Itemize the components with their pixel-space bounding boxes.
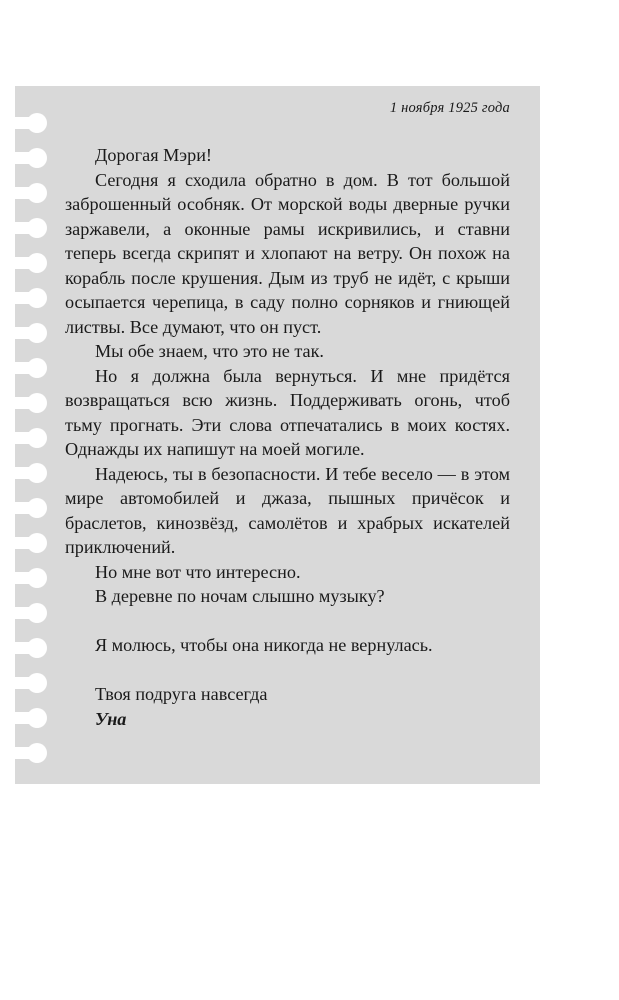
letter-date: 1 ноября 1925 года [389, 100, 510, 116]
letter-paragraph: Но я должна была вернуться. И мне придётся возвращаться всю жизнь. Поддерживать огонь, чтоб тьму прогнать. Эти слова отпечатались в моих костях. Однажды их напишут на моей могиле. [65, 365, 510, 459]
binding-hole-icon [27, 603, 47, 623]
letter-body [65, 143, 510, 731]
binding-hole-icon [27, 743, 47, 763]
letter-paragraph: Сегодня я сходила обратно в дом. В тот большой заброшенный особняк. От морской воды дверные ручки заржавели, а оконные рамы искривились, и ставни теперь всегда скрипят и хлопают на ветру. Он похож на корабль после крушения. Дым из труб не идёт, с крыши осыпается черепица, в саду полно сорняков и гниющей листвы. Все думают, что он пуст. [65, 169, 510, 337]
letter-paragraph: Мы обе знаем, что это не так. [95, 341, 324, 361]
binding-hole-icon [27, 638, 47, 658]
binding-hole-icon [27, 428, 47, 448]
binding-hole-icon [27, 183, 47, 203]
binding-hole-icon [27, 568, 47, 588]
spiral-holes [15, 86, 55, 784]
letter-paragraph: Надеюсь, ты в безопасности. И тебе весело — в этом мире автомобилей и джаза, пышных причёсок и браслетов, кинозвёзд, самолётов и храбрых искателей приключений. [65, 463, 510, 557]
letter-greeting: Дорогая Мэри! [95, 145, 212, 165]
binding-hole-icon [27, 358, 47, 378]
binding-hole-icon [27, 708, 47, 728]
binding-hole-icon [27, 673, 47, 693]
binding-hole-icon [27, 498, 47, 518]
letter-closing: Твоя подруга навсегда [95, 684, 268, 704]
binding-hole-icon [27, 393, 47, 413]
letter-paragraph: Но мне вот что интересно. [95, 561, 301, 582]
binding-hole-icon [27, 323, 47, 343]
binding-hole-icon [27, 533, 47, 553]
binding-hole-icon [27, 463, 47, 483]
letter-signature: Уна [95, 708, 127, 729]
binding-hole-icon [27, 253, 47, 273]
binding-hole-icon [27, 148, 47, 168]
notebook-page [15, 86, 540, 784]
binding-hole-icon [27, 113, 47, 133]
letter-paragraph: В деревне по ночам слышно музыку? [95, 586, 385, 606]
binding-hole-icon [27, 218, 47, 238]
binding-hole-icon [27, 288, 47, 308]
letter-paragraph: Я молюсь, чтобы она никогда не вернулась. [95, 635, 433, 655]
